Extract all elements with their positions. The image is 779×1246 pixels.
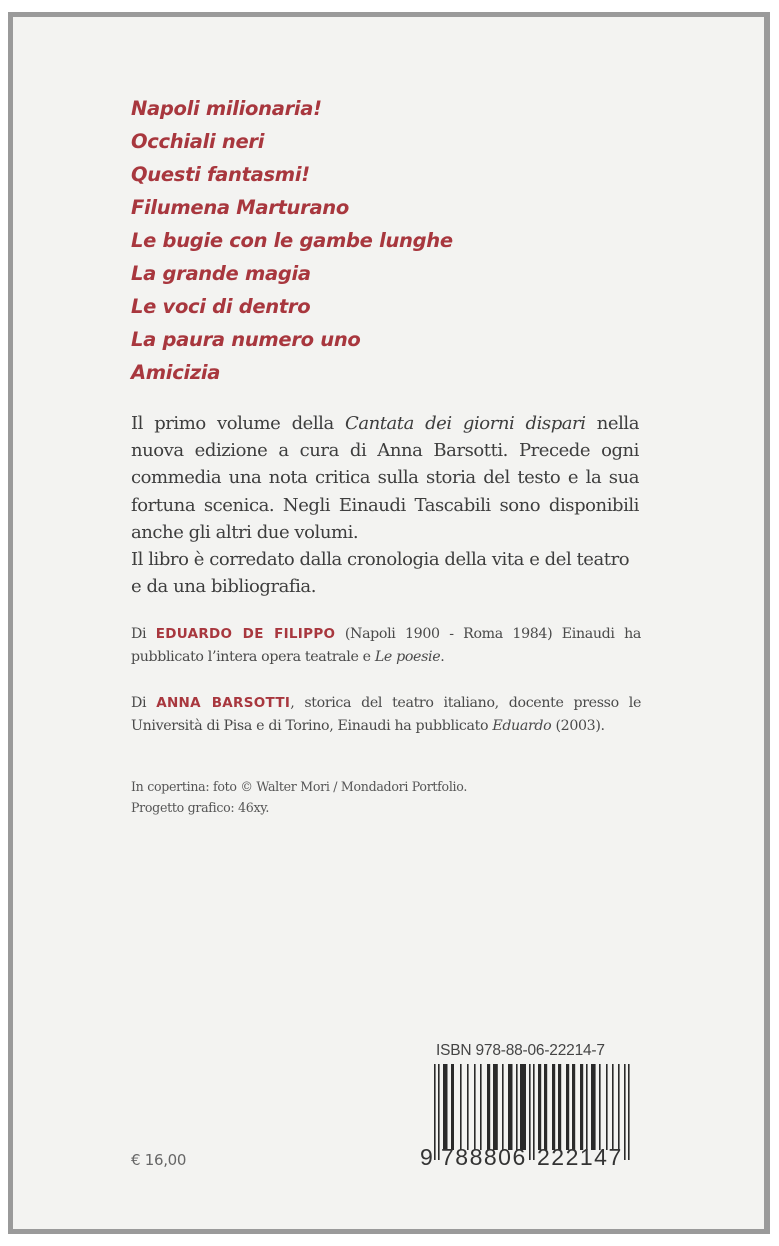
design-credit: Progetto grafico: 46xy. xyxy=(131,799,270,815)
play-title: Occhiali neri xyxy=(131,130,265,153)
play-title: La paura numero uno xyxy=(131,328,361,351)
bio-prefix: Di xyxy=(131,695,157,711)
cover-photo-credit: In copertina: foto © Walter Mori / Mondadori Portfolio. xyxy=(131,779,468,794)
book-title: Eduardo xyxy=(492,717,552,734)
bio-text: (Napoli 1900 - Roma 1984) Einaudi ha pubblicato l’intera opera teatrale e xyxy=(131,626,642,665)
barcode-right-digits: 222147 xyxy=(537,1144,623,1170)
barcode-lead-digit: 9 xyxy=(420,1144,433,1170)
play-title: Questi fantasmi! xyxy=(131,163,310,186)
play-title: Le voci di dentro xyxy=(131,295,311,318)
editor-name: ANNA BARSOTTI xyxy=(156,695,291,711)
blurb-text: nella nuova edizione a cura di Anna Barsotti. Precede ogni commedia una nota critica sulla storia del testo e la sua fortuna scenica. Negli Einaudi Tascabili sono disponibili anche gli altri due volumi. xyxy=(131,413,639,543)
bio-suffix: . xyxy=(440,648,445,665)
play-title: Filumena Marturano xyxy=(131,196,349,219)
author-name: EDUARDO DE FILIPPO xyxy=(155,626,336,642)
book-title: Le poesie xyxy=(374,648,441,665)
bio-text: , storica del teatro italiano, docente presso le Università di Pisa e di Torino, Einaudi ha pubblicato xyxy=(131,695,641,734)
play-titles-list xyxy=(131,92,453,389)
play-title: Amicizia xyxy=(131,361,221,384)
book-blurb xyxy=(131,410,639,600)
play-title: Napoli milionaria! xyxy=(131,97,322,120)
blurb-paragraph-2: Il libro è corredato dalla cronologia della vita e del teatro e da una bibliografia. xyxy=(131,549,630,598)
barcode-left-digits: 788806 xyxy=(441,1144,527,1170)
price-label: € 16,00 xyxy=(131,1151,187,1169)
author-bio xyxy=(131,623,641,668)
isbn-label: ISBN 978-88-06-22214-7 xyxy=(436,1042,605,1059)
blurb-paragraph-1 xyxy=(131,410,639,546)
blurb-text: Il primo volume della xyxy=(131,413,345,434)
collection-title: Cantata dei giorni dispari xyxy=(345,413,586,434)
play-title: La grande magia xyxy=(131,262,311,285)
bio-prefix: Di xyxy=(131,626,156,642)
play-title: Le bugie con le gambe lunghe xyxy=(131,229,453,252)
editor-bio xyxy=(131,692,641,737)
bio-suffix: (2003). xyxy=(551,717,605,734)
credits xyxy=(131,777,467,818)
